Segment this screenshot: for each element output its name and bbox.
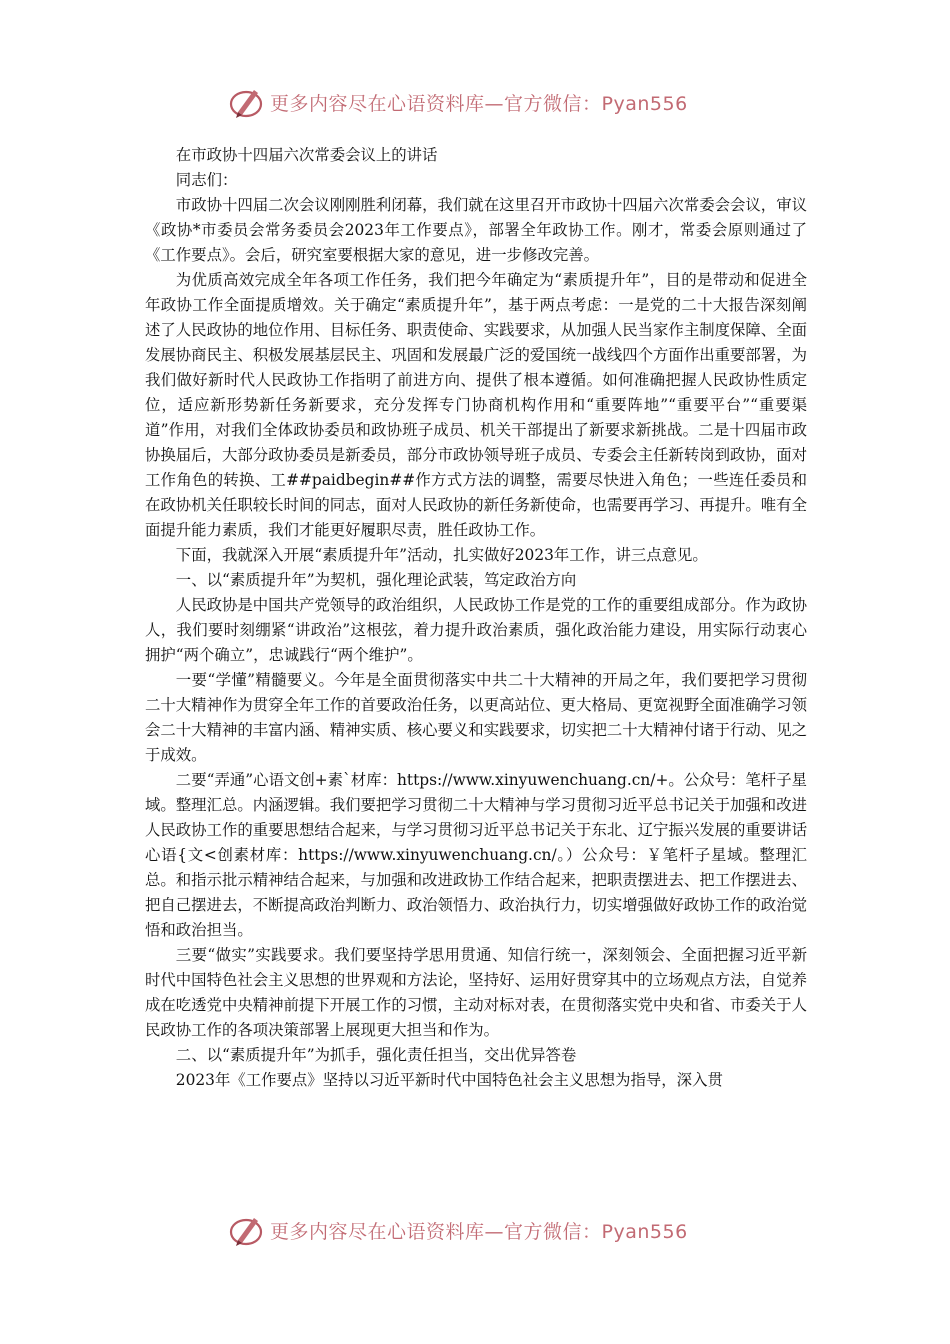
footer-watermark-banner (228, 1210, 748, 1250)
paragraph: 2023年《工作要点》坚持以习近平新时代中国特色社会主义思想为指导，深入贯 (175, 1071, 723, 1089)
pen-logo-icon (228, 1212, 264, 1248)
header-watermark-banner (228, 82, 748, 122)
watermark-text: 更多内容尽在心语资料库—官方微信：Pyan556 (270, 92, 688, 115)
document-body (145, 143, 807, 1093)
paragraph: 一要“学懂”精髓要义。今年是全面贯彻落实中共二十大精神的开局之年，我们要把学习贯彻二十大精神作为贯穿全年工作的首要政治任务，以更高站位、更大格局、更宽视野全面准确学习领会二十大精神的丰富内涵、精神实质、核心要义和实践要求，切实把二十大精神付诸于行动、见之于成效。 (145, 671, 807, 764)
paragraph: 为优质高效完成全年各项工作任务，我们把今年确定为“素质提升年”，目的是带动和促进全年政协工作全面提质增效。关于确定“素质提升年”，基于两点考虑：一是党的二十大报告深刻阐述了人民政协的地位作用、目标任务、职责使命、实践要求，从加强人民当家作主制度保障、全面发展协商民主、积极发展基层民主、巩固和发展最广泛的爱国统一战线四个方面作出重要部署，为我们做好新时代人民政协工作指明了前进方向、提供了根本遵循。如何准确把握人民政协性质定位，适应新形势新任务新要求，充分发挥专门协商机构作用和“重要阵地”“重要平台”“重要渠道”作用，对我们全体政协委员和政协班子成员、机关干部提出了新要求新挑战。二是十四届市政协换届后，大部分政协委员是新委员，部分市政协领导班子成员、专委会主任新转岗到政协，面对工作角色的转换、工##paidbegin##作方式方法的调整，需要尽快进入角色；一些连任委员和在政协机关任职较长时间的同志，面对人民政协的新任务新使命，也需要再学习、再提升。唯有全面提升能力素质，我们才能更好履职尽责，胜任政协工作。 (145, 271, 807, 539)
greeting: 同志们： (175, 171, 238, 189)
pen-logo-icon (228, 84, 264, 120)
paragraph: 市政协十四届二次会议刚刚胜利闭幕，我们就在这里召开市政协十四届六次常委会会议，审议《政协*市委员会常务委员会2023年工作要点》，部署全年政协工作。刚才，常委会原则通过了《工作要点》。会后，研究室要根据大家的意见，进一步修改完善。 (145, 196, 807, 264)
paragraph: 下面，我就深入开展“素质提升年”活动，扎实做好2023年工作，讲三点意见。 (175, 546, 708, 564)
section-heading: 二、以“素质提升年”为抓手，强化责任担当，交出优异答卷 (175, 1046, 577, 1064)
paragraph: 二要“弄通”心语文创+素`材库：https://www.xinyuwenchuang.cn/+。公众号：笔杆子星域。整理汇总。内涵逻辑。我们要把学习贯彻二十大精神与学习贯彻习近平总书记关于加强和改进人民政协工作的重要思想结合起来，与学习贯彻习近平总书记关于东北、辽宁振兴发展的重要讲话心语{文<创素材库：https://www.xinyuwenchuang.cn/。）公众号：￥笔杆子星域。整理汇总。和指示批示精神结合起来，与加强和改进政协工作结合起来，把职责摆进去、把工作摆进去、把自己摆进去，不断提高政治判断力、政治领悟力、政治执行力，切实增强做好政协工作的政治觉悟和政治担当。 (145, 771, 807, 939)
section-heading: 一、以“素质提升年”为契机，强化理论武装，笃定政治方向 (175, 571, 577, 589)
document-title: 在市政协十四届六次常委会议上的讲话 (175, 146, 438, 164)
paragraph: 三要“做实”实践要求。我们要坚持学思用贯通、知信行统一，深刻领会、全面把握习近平新时代中国特色社会主义思想的世界观和方法论，坚持好、运用好贯穿其中的立场观点方法，自觉养成在吃透党中央精神前提下开展工作的习惯，主动对标对表，在贯彻落实党中央和省、市委关于人民政协工作的各项决策部署上展现更大担当和作为。 (145, 946, 807, 1039)
watermark-text: 更多内容尽在心语资料库—官方微信：Pyan556 (270, 1220, 688, 1243)
paragraph: 人民政协是中国共产党领导的政治组织，人民政协工作是党的工作的重要组成部分。作为政协人，我们要时刻绷紧“讲政治”这根弦，着力提升政治素质，强化政治能力建设，用实际行动衷心拥护“两个确立”，忠诚践行“两个维护”。 (145, 596, 807, 664)
